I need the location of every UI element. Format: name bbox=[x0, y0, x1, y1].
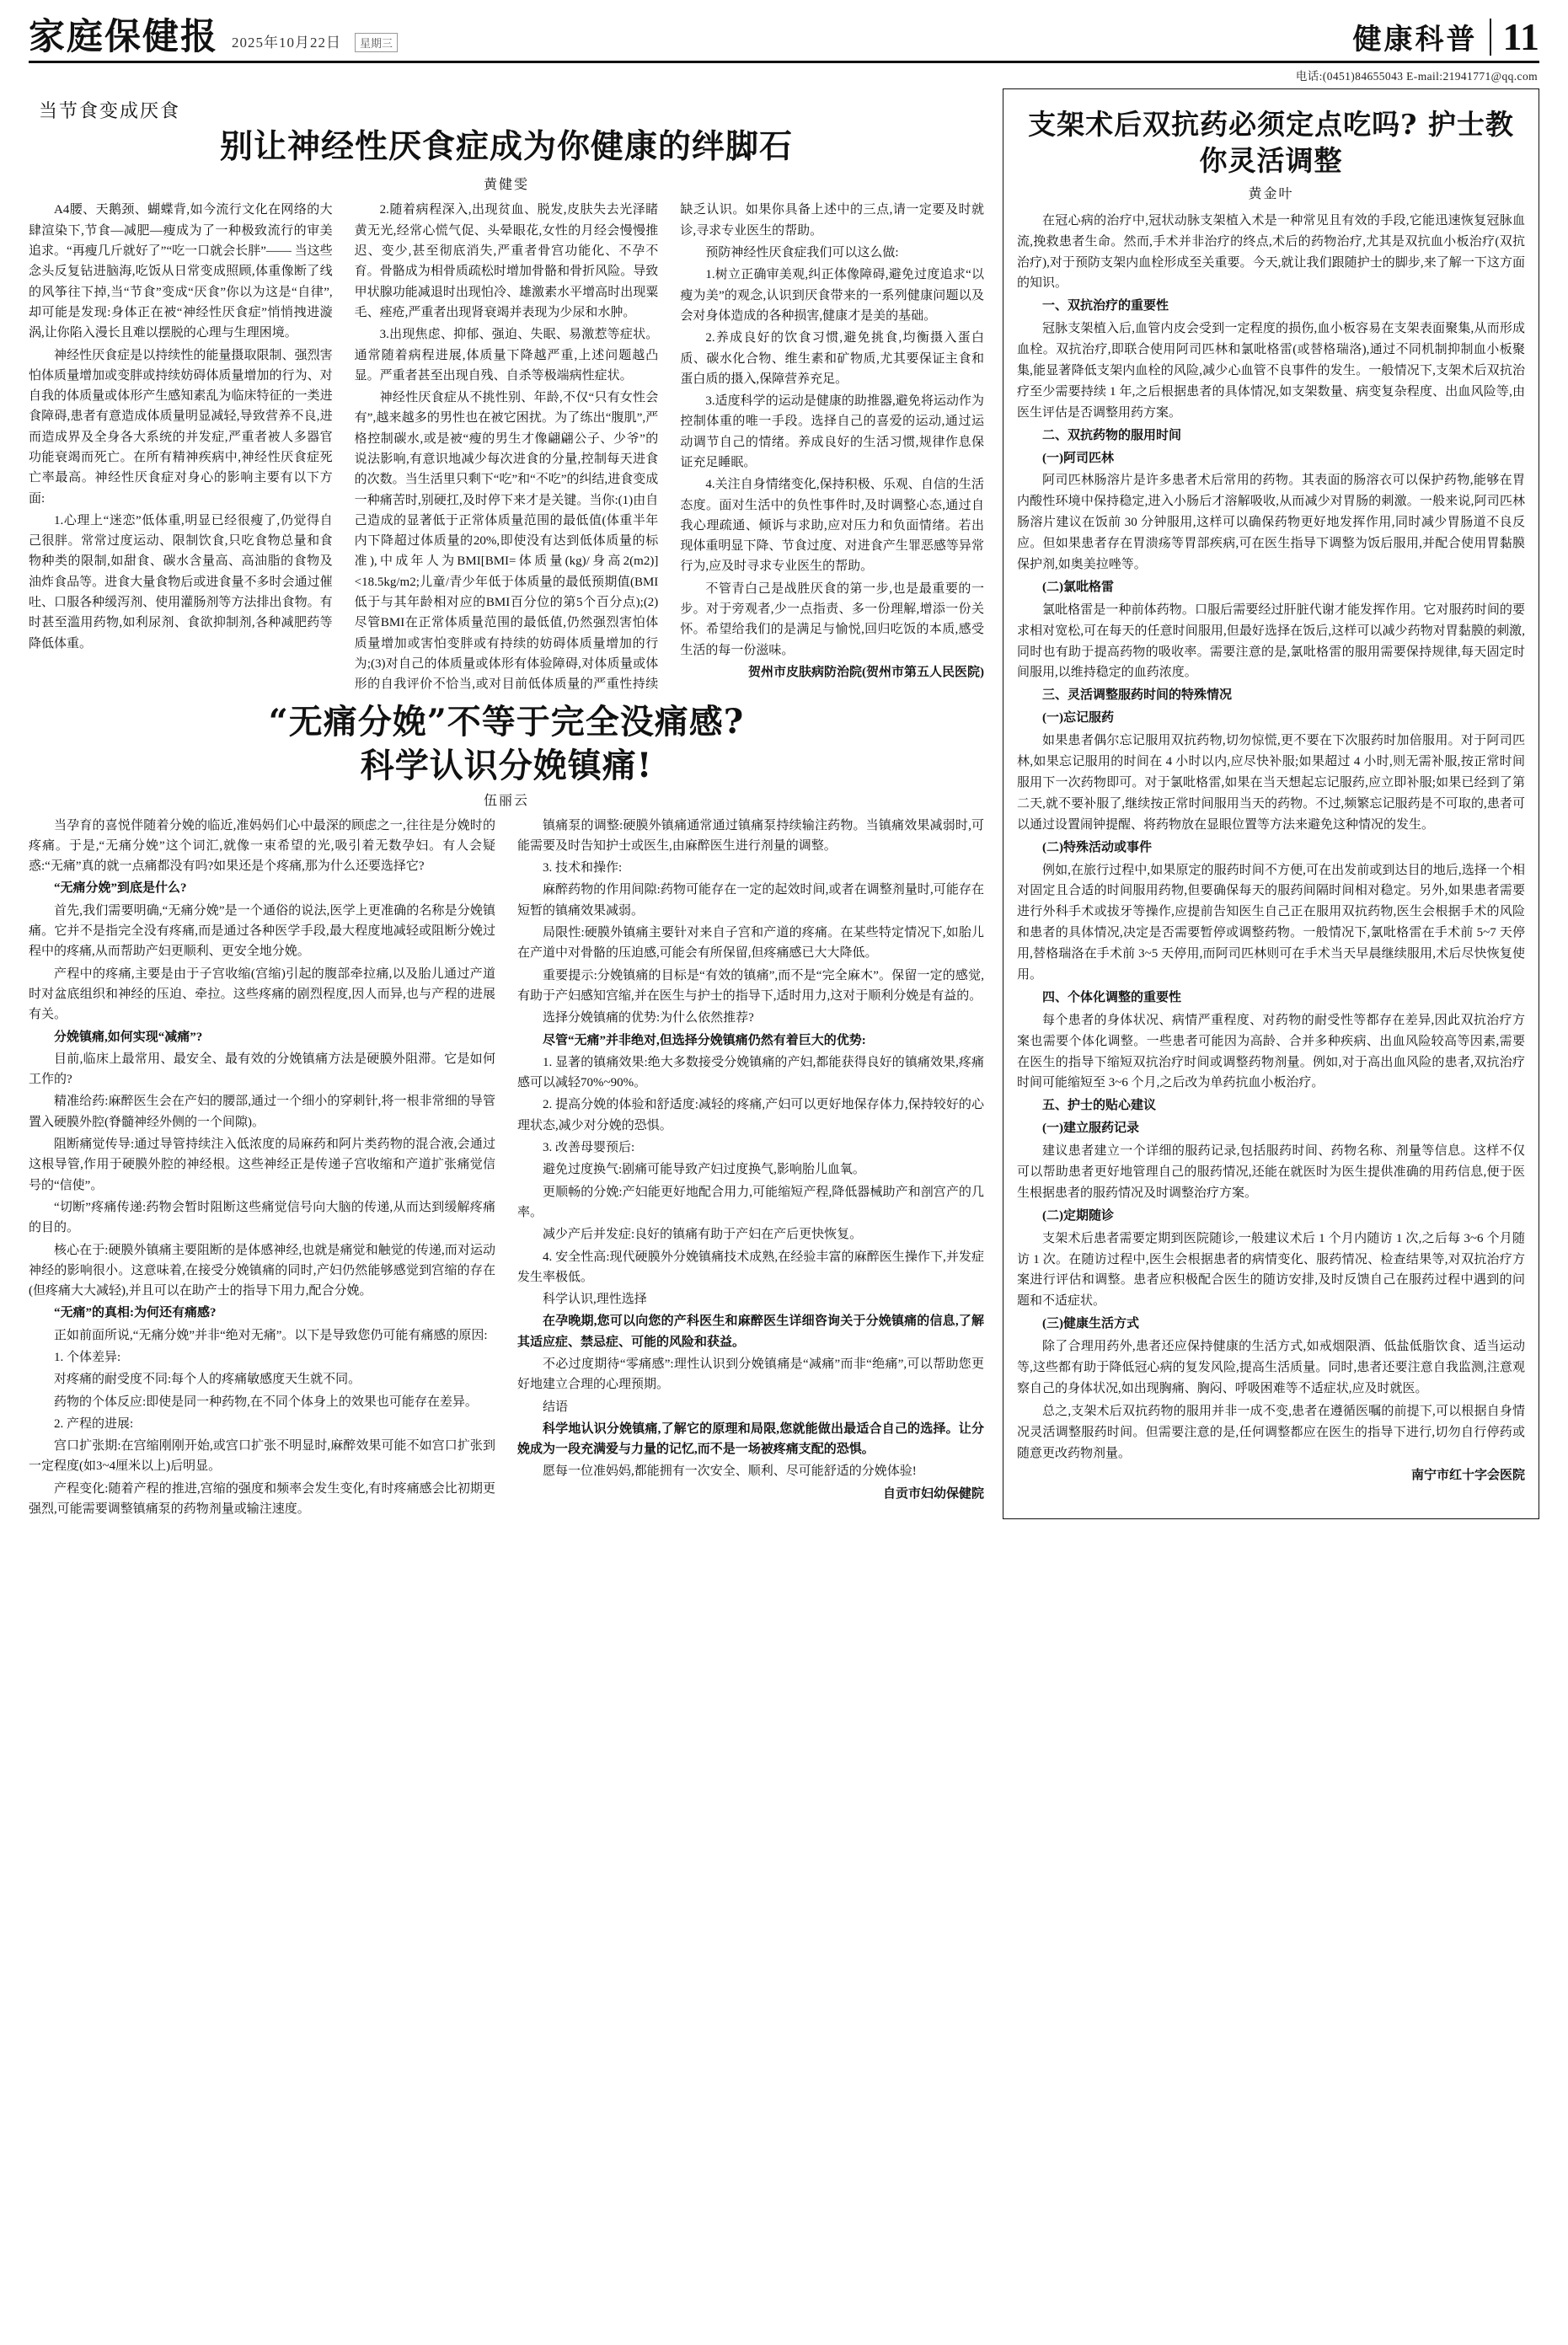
article2-para: 首先,我们需要明确,“无痛分娩”是一个通俗的说法,医学上更准确的名称是分娩镇痛。它并不是指完全没有疼痛,而是通过各种医学手段,最大程度地减轻或阻断分娩过程中的疼痛,从而帮助产妇更顺利、更安全地分娩。 bbox=[29, 903, 495, 959]
article3-subhead: (二)特殊活动或事件 bbox=[1042, 840, 1152, 854]
article1-para: 2.养成良好的饮食习惯,避免挑食,均衡摄入蛋白质、碳水化合物、维生素和矿物质,尤其要保证主食和蛋白质的摄入,保障营养充足。 bbox=[680, 331, 984, 386]
article1-kicker: 当节食变成厌食 bbox=[39, 99, 181, 121]
article3-byline: 黄金叶 bbox=[1248, 186, 1294, 201]
article2-para: 减少产后并发症:良好的镇痛有助于产妇在产后更快恢复。 bbox=[543, 1228, 863, 1242]
article3-subhead: (一)建立服药记录 bbox=[1042, 1122, 1139, 1136]
article-labor-analgesia bbox=[29, 700, 984, 1520]
article3-para: 每个患者的身体状况、病情严重程度、对药物的耐受性等都存在差异,因此双抗治疗方案也需要个体化调整。一些患者可能因为高龄、合并多种疾病、出血风险较高等因素,需要在医生的指导下缩短双抗治疗时间或调整药物剂量。例如,对于高出血风险的患者,双抗治疗时间可能缩短至 3~6 个月,之后改为单药抗血小板治疗。 bbox=[1017, 1013, 1525, 1090]
article2-para: 阻断痛觉传导:通过导管持续注入低浓度的局麻药和阿片类药物的混合液,会通过这根导管,作用于硬膜外腔的神经根。这些神经正是传递子宫收缩和产道扩张痛觉信号的“信使”。 bbox=[29, 1138, 495, 1192]
article3-subhead: (三)健康生活方式 bbox=[1042, 1317, 1139, 1331]
article2-source: 自贡市妇幼保健院 bbox=[882, 1486, 984, 1501]
article2-para: 1. 显著的镇痛效果:绝大多数接受分娩镇痛的产妇,都能获得良好的镇痛效果,疼痛感可以减轻70%~90%。 bbox=[517, 1055, 984, 1090]
article2-para: 精准给药:麻醉医生会在产妇的腰部,通过一个细小的穿刺针,将一根非常细的导管置入硬膜外腔(脊髓神经外侧的一个间隙)。 bbox=[29, 1095, 495, 1129]
article3-para: 总之,支架术后双抗药物的服用并非一成不变,患者在遵循医嘱的前提下,可以根据自身情况灵活调整服药时间。但需要注意的是,任何调整都应在医生的指导下进行,切勿自行停药或随意更改药物剂量。 bbox=[1017, 1404, 1525, 1460]
article2-para: 重要提示:分娩镇痛的目标是“有效的镇痛”,而不是“完全麻木”。保留一定的感觉,有助于产妇感知宫缩,并在医生与护士的指导下,适时用力,这对于顺利分娩是有益的。 bbox=[517, 968, 984, 1003]
article1-byline: 黄健雯 bbox=[483, 178, 529, 193]
article2-para: 3. 改善母婴预后: bbox=[543, 1141, 635, 1155]
article2-para: 局限性:硬膜外镇痛主要针对来自子宫和产道的疼痛。在某些特定情况下,如胎儿在产道中对骨骼的压迫感,可能会有所保留,但疼痛感已大大降低。 bbox=[517, 926, 984, 961]
article3-para: 冠脉支架植入后,血管内皮会受到一定程度的损伤,血小板容易在支架表面聚集,从而形成血栓。双抗治疗,即联合使用阿司匹林和氯吡格雷(或替格瑞洛),通过不同机制抑制血小板聚集,能显著降低支架内血栓的风险,减少心血管不良事件的发生。一般情况下,支架术后双抗治疗至少需要持续 1 年,之后根据患者的具体情况,如支架数量、病变复杂程度、出血风险等,由医生评估是否调整用药方案。 bbox=[1017, 322, 1525, 420]
article1-para: A4腰、天鹅颈、蝴蝶背,如今流行文化在网络的大肆渲染下,节食—减肥—瘦成为了一种极致流行的审美追求。“再瘦几斤就好了”“吃一口就会长胖”—— 当这些念头反复钻进脑海,吃饭从日常变成照顾,体重像断了线的风筝往下掉,当“节食”变成“厌食”你以为这是“自律”,却可能是发现:身体正在被“神经性厌食症”悄悄拽进漩涡,让你陷入漫长且难以摆脱的心理与生理困境。 bbox=[29, 203, 333, 340]
page-number: 11 bbox=[1490, 19, 1539, 56]
article1-body bbox=[29, 200, 984, 694]
article2-para: 麻醉药物的作用间隙:药物可能存在一定的起效时间,或者在调整剂量时,可能存在短暂的镇痛效果减弱。 bbox=[517, 883, 984, 918]
article1-para: 2.随着病程深入,出现贫血、脱发,皮肤失去光泽睹黄无光,经常心慌气促、头晕眼花,女性的月经会慢慢推迟、变少,甚至彻底消失,严重者骨宫功能化、不孕不育。骨骼成为相骨质疏松时增加骨骼和骨折风险。导致甲状腺功能减退时出现怕冷、雄激素水平增高时出现粟毛、痤疮,严重者出现肾衰竭并表现为少尿和水肿。 bbox=[354, 203, 659, 319]
article2-subhead: “无痛分娩”到底是什么? bbox=[54, 881, 187, 896]
masthead bbox=[29, 15, 1539, 63]
article2-para: 镇痛泵的调整:硬膜外镇痛通常通过镇痛泵持续输注药物。当镇痛效果减弱时,可能需要及时告知护士或医生,由麻醉医生进行剂量的调整。 bbox=[517, 818, 984, 853]
article3-headline-line2: 护士教你灵活调整 bbox=[1199, 107, 1514, 178]
article2-para: 正如前面所说,“无痛分娩”并非“绝对无痛”。以下是导致您仍可能有痛感的原因: bbox=[54, 1328, 488, 1342]
article1-para: 3.适度科学的运动是健康的助推器,避免将运动作为控制体重的唯一手段。选择自己的喜爱的运动,通过运动调节自己的情绪。养成良好的生活习惯,规律作息保证充足睡眠。 bbox=[680, 394, 984, 469]
article1-para: 1.心理上“迷恋”低体重,明显已经很瘦了,仍觉得自己很胖。常常过度运动、限制饮食,只吃食物总量和食物种类的限制,如甜食、碳水含量高、高油脂的食物及油炸食品等。进食大量食物后或进食量不多时会通过催吐、口服各种缓泻剂、使用灌肠剂等方法排出食物。有时甚至滥用药物,如利尿剂、食欲抑制剂,各种减肥药等降低体重。 bbox=[29, 513, 333, 650]
article2-subhead: 尽管“无痛”并非绝对,但选择分娩镇痛仍然有着巨大的优势: bbox=[543, 1033, 866, 1047]
article-stent-antiplatelet bbox=[1017, 106, 1525, 1487]
article3-subhead: 三、灵活调整服药时间的特殊情况 bbox=[1042, 688, 1233, 703]
article2-para: 产程变化:随着产程的推进,宫缩的强度和频率会发生变化,有时疼痛感会比初期更强烈,可能需要调整镇痛泵的药物剂量或输注速度。 bbox=[29, 1481, 495, 1517]
article2-para: “切断”疼痛传递:药物会暂时阻断这些痛觉信号向大脑的传递,从而达到缓解疼痛的目的。 bbox=[29, 1200, 495, 1235]
article1-source: 贺州市皮肤病防治院(贺州市第五人民医院) bbox=[747, 665, 984, 679]
paper-name: 家庭保健报 bbox=[29, 15, 218, 58]
article2-para: 4. 安全性高:现代硬膜外分娩镇痛技术成熟,在经验丰富的麻醉医生操作下,并发症发生率极低。 bbox=[517, 1250, 984, 1284]
article-anorexia bbox=[29, 97, 984, 695]
issue-date: 2025年10月22日 bbox=[232, 34, 341, 51]
article3-para: 如果患者偶尔忘记服用双抗药物,切勿惊慌,更不要在下次服药时加倍服用。对于阿司匹林,如果忘记服用的时间在 4 小时以内,应尽快补服;如果超过 4 小时,则无需补服,按正常时间服用下一次药物即可。对于氯吡格雷,如果在当天想起忘记服药,应立即补服;如果已经到了第二天,就不要补服了,继续按正常时间服用当天的药物。不过,频繁忘记服药是不可取的,患者可以通过设置闹钟提醒、将药物放在显眼位置等方法来避免这种情况的发生。 bbox=[1017, 734, 1525, 832]
article2-para: 1. 个体差异: bbox=[54, 1350, 121, 1364]
article3-headline bbox=[1017, 106, 1525, 179]
article2-para: 产程中的疼痛,主要是由于子宫收缩(宫缩)引起的腹部牵拉痛,以及胎儿通过产道时对盆底组织和神经的压迫、牵拉。这些疼痛的剧烈程度,因人而异,也与产程的进展有关。 bbox=[29, 966, 495, 1022]
article1-para: 3.出现焦虑、抑郁、强迫、失眠、易激惹等症状。通常随着病程进展,体质量下降越严重,上述问题越凸显。严重者甚至出现自残、自杀等极端病性症状。 bbox=[354, 328, 659, 383]
masthead-right bbox=[1352, 15, 1539, 58]
article3-source: 南宁市红十字会医院 bbox=[1410, 1469, 1525, 1483]
article2-para: 3. 技术和操作: bbox=[543, 861, 623, 875]
article1-para: 神经性厌食症是以持续性的能量摄取限制、强烈害怕体质量增加或变胖或持续妨碍体质量增加的行为、对自我的体质量或体形产生感知素乱为临床特征的一类进食障碍,患者有意造成体质量明显减轻,导致营养不良,进而造成界及全身各大系统的并发症,严重者被人多器官功能衰竭而死亡。在所有精神疾病中,神经性厌食症死亡率最高。神经性厌食症对身心的影响主要有以下方面: bbox=[29, 348, 333, 506]
article1-para: 4.关注自身情绪变化,保持积极、乐观、自信的生活态度。面对生活中的负性事件时,及时调整心态,通过自我心理疏通、倾诉与求助,应对压力和负面情绪。若出现体重明显下降、节食过度、对进食产生罪恶感等异常行为,应及时寻求专业医生的帮助。 bbox=[680, 478, 984, 574]
article2-para: 更顺畅的分娩:产妇能更好地配合用力,可能缩短产程,降低器械助产和剖宫产的几率。 bbox=[517, 1185, 984, 1219]
article3-subhead: (一)忘记服药 bbox=[1042, 711, 1114, 725]
article1-headline: 别让神经性厌食症成为你健康的绊脚石 bbox=[219, 126, 793, 166]
article2-para: 宫口扩张期:在宫缩刚刚开始,或宫口扩张不明显时,麻醉效果可能不如宫口扩张到一定程度(如3~4厘米以上)后明显。 bbox=[29, 1439, 495, 1474]
article3-para: 建议患者建立一个详细的服药记录,包括服药时间、药物名称、剂量等信息。这样不仅可以帮助患者更好地管理自己的服药情况,还能在就医时为医生提供准确的用药信息,便于医生根据患者的服药情况及时调整治疗方案。 bbox=[1017, 1144, 1525, 1200]
article1-para: 不管青白己是战胜厌食的第一步,也是最重要的一步。对于旁观者,少一点指责、多一份理解,增添一份关怀。希望给我们的是满足与愉悦,回归吃饭的本质,感受生活的每一份滋味。 bbox=[680, 581, 984, 657]
article2-para: 核心在于:硬膜外镇痛主要阻断的是体感神经,也就是痛觉和触觉的传递,而对运动神经的影响很小。这意味着,在接受分娩镇痛的同时,产妇仍然能够感觉到宫缩的存在(但疼痛大大减轻),并且可以在助产士的指导下用力,配合分娩。 bbox=[29, 1243, 495, 1298]
article1-para: 预防神经性厌食症我们可以这么做: bbox=[705, 246, 899, 260]
page-body bbox=[29, 88, 1539, 1520]
article2-headline bbox=[29, 700, 984, 788]
article2-para: 目前,临床上最常用、最安全、最有效的分娩镇痛方法是硬膜外阻滞。它是如何工作的? bbox=[29, 1052, 495, 1087]
article3-para: 例如,在旅行过程中,如果原定的服药时间不方便,可在出发前或到达目的地后,选择一个相对固定且合适的时间服用药物,但要确保每天的服药间隔时间相对稳定。另外,如果患者需要进行外科手术或拔牙等操作,应提前告知医生自己正在服用双抗药物,医生会根据手术的风险和患者的具体情况,决定是否需要暂停或调整药物。一般情况下,氯吡格雷在手术前 5~7 天停用,替格瑞洛在手术前 3~5 天停用,而阿司匹林则可在手术当天早晨继续服用,术后尽快恢复使用。 bbox=[1017, 863, 1525, 982]
contact-info: 电话:(0451)84655043 E-mail:21941771@qq.com bbox=[1295, 69, 1538, 83]
article3-subhead: 二、双抗药物的服用时间 bbox=[1042, 428, 1182, 442]
article3-subhead: 四、个体化调整的重要性 bbox=[1042, 990, 1182, 1004]
article3-body bbox=[1017, 211, 1525, 1487]
article2-body bbox=[29, 816, 984, 1520]
article3-subhead: (二)氯吡格雷 bbox=[1042, 580, 1114, 594]
article3-subhead: (一)阿司匹林 bbox=[1042, 451, 1114, 465]
article2-headline-line1: “无痛分娩”不等于完全没痛感? bbox=[268, 701, 745, 742]
section-title: 健康科普 bbox=[1352, 22, 1478, 56]
article3-para: 除了合理用药外,患者还应保持健康的生活方式,如戒烟限酒、低盐低脂饮食、适当运动等,这些都有助于降低冠心病的复发风险,提高生活质量。同时,患者还要注意自我监测,注意观察自己的身体状况,如出现胸痛、胸闷、呼吸困难等不适症状,应及时就医。 bbox=[1017, 1340, 1525, 1395]
article2-para: 当孕育的喜悦伴随着分娩的临近,准妈妈们心中最深的顾虑之一,往往是分娩时的疼痛。于是,“无痛分娩”这个词汇,就像一束希望的光,吸引着无数孕妇。有人会疑惑:“无痛”真的就一点痛都没有吗?如果还是个疼痛,那为什么还要选择它? bbox=[29, 818, 495, 874]
article2-para: 愿每一位准妈妈,都能拥有一次安全、顺利、尽可能舒适的分娩体验! bbox=[543, 1464, 917, 1479]
article3-para: 阿司匹林肠溶片是许多患者术后常用的药物。其表面的肠溶衣可以保护药物,能够在胃内酸性环境中保持稳定,进入小肠后才溶解吸收,从而减少对胃肠的刺激。一般来说,阿司匹林肠溶片建议在饭前 30 分钟服用,这样可以确保药物更好地发挥作用,同时减少胃肠道不良反应。但如果患者存在胃溃疡等胃部疾病,可在医生指导下调整为饭后服用,并配合使用胃黏膜保护剂,如奥美拉唑等。 bbox=[1017, 474, 1525, 572]
article3-para: 在冠心病的治疗中,冠状动脉支架植入术是一种常见且有效的手段,它能迅速恢复冠脉血流,挽救患者生命。然而,手术并非治疗的终点,术后的药物治疗,尤其是双抗血小板治疗(双抗治疗),对于预防支架内血栓形成至关重要。今天,就让我们跟随护士的脚步,来了解一下这方面的知识。 bbox=[1017, 213, 1525, 291]
left-column-zone bbox=[29, 88, 998, 1520]
article2-subhead: 在孕晚期,您可以向您的产科医生和麻醉医生详细咨询关于分娩镇痛的信息,了解其适应症、禁忌症、可能的风险和获益。 bbox=[517, 1314, 984, 1349]
article3-para: 氯吡格雷是一种前体药物。口服后需要经过肝脏代谢才能发挥作用。它对服药时间的要求相对宽松,可在每天的任意时间服用,但最好选择在饭后,这样可以减少药物对胃黏膜的刺激,同时也有助于提高药物的吸收率。需要注意的是,氯吡格雷的服用需要保持规律,每天固定时间服用,以维持稳定的血药浓度。 bbox=[1017, 602, 1525, 680]
article1-para: 神经性厌食症从不挑性别、年龄,不仅“只有女性会有”,越来越多的男性也在被它困扰。为了练出“腹肌”,严格控制碳水,或是被“瘦的男生才像翩翩公子、少爷”的说法影响,有意识地减少每次进食的分量,控制每天进食的次数。当生活里只剩下“吃”和“不吃”的纠结,进食变成一种痛苦时,别硬扛,及时停下来才是关键。当你:(1)由自己造成的显著低于正常体质量范围的最低值(体重半年内下降超过体质量的20%,即使没有达到低体质量的标准),中成年人为BMI[BMI=体质量(kg)/身高2(m2)]<18.5kg/m2;儿童/青少年低于体质量的最低预期值(BMI低于与其年龄相对应的BMI百分位的第5个百分点);(2)尽管BMI在正常体质量范围的最低值,仍然强烈害怕体质量增加或害怕变胖或有持续的妨碍体质量增加的行为;(3)对自己的体质量或体形有体验障碍,对体质量或体形的自我评价不恰当,或对目前低体质量的严重性持续缺乏认识。如果你具备上述中的三点,请一定要及时就诊,寻求专业医生的帮助。 bbox=[354, 203, 984, 692]
article3-subhead: 一、双抗治疗的重要性 bbox=[1042, 299, 1169, 313]
article2-byline: 伍丽云 bbox=[483, 793, 529, 808]
issue-weekday: 星期三 bbox=[355, 33, 398, 52]
article3-subhead: (二)定期随诊 bbox=[1042, 1208, 1114, 1223]
article2-para: 2. 提高分娩的体验和舒适度:减轻的疼痛,产妇可以更好地保存体力,保持较好的心理状态,减少对分娩的恐惧。 bbox=[517, 1098, 984, 1132]
article2-para: 对疼痛的耐受度不同:每个人的疼痛敏感度天生就不同。 bbox=[54, 1373, 361, 1387]
article2-para: 结语 bbox=[543, 1400, 569, 1414]
article2-para: 药物的个体反应:即使是同一种药物,在不同个体身上的效果也可能存在差异。 bbox=[54, 1395, 478, 1409]
article3-headline-line1: 支架术后双抗药必须定点吃吗? bbox=[1028, 107, 1418, 141]
article2-subhead: 科学地认识分娩镇痛,了解它的原理和局限,您就能做出最适合自己的选择。让分娩成为一段充满爱与力量的记忆,而不是一场被疼痛支配的恐惧。 bbox=[517, 1421, 984, 1457]
article1-para: 1.树立正确审美观,纠正体像障碍,避免过度追求“以瘦为美”的观念,认识到厌食带来的一系列健康问题以及会对身体造成的各种损害,健康才是美的基础。 bbox=[680, 268, 984, 323]
article2-para: 选择分娩镇痛的优势:为什么依然推荐? bbox=[543, 1011, 754, 1025]
article2-headline-line2: 科学认识分娩镇痛! bbox=[360, 745, 653, 785]
article3-subhead: 五、护士的贴心建议 bbox=[1042, 1099, 1157, 1113]
article2-para: 避免过度换气:剧痛可能导致产妇过度换气,影响胎儿血氧。 bbox=[543, 1163, 865, 1177]
right-column-zone bbox=[1003, 88, 1539, 1520]
article2-para: 不必过度期待“零痛感”:理性认识到分娩镇痛是“减痛”而非“绝痛”,可以帮助您更好地建立合理的心理预期。 bbox=[517, 1357, 984, 1392]
article3-para: 支架术后患者需要定期到医院随诊,一般建议术后 1 个月内随访 1 次,之后每 3~6 个月随访 1 次。在随访过程中,医生会根据患者的病情变化、服药情况、检查结果等,对双抗治疗方案进行评估和调整。患者应积极配合医生的随访安排,及时反馈自己在服药过程中遇到的问题和不适症状。 bbox=[1017, 1231, 1525, 1309]
article2-para: 科学认识,理性选择 bbox=[543, 1293, 647, 1307]
article2-subhead: 分娩镇痛,如何实现“减痛”? bbox=[54, 1030, 203, 1044]
article2-para: 2. 产程的进展: bbox=[54, 1416, 134, 1431]
masthead-left bbox=[29, 15, 1353, 58]
article2-subhead: “无痛”的真相:为何还有痛感? bbox=[54, 1306, 217, 1320]
